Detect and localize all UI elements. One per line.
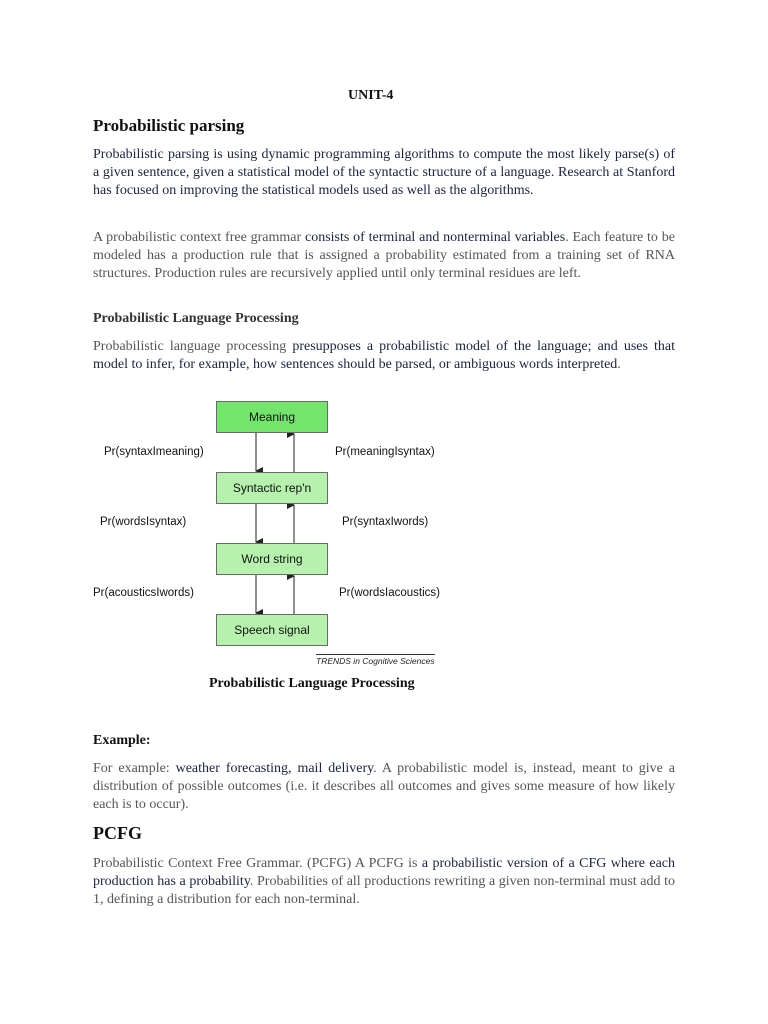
text-segment: . Each feature to be modeled has a production rule that is assigned a probability estimated from a training set of RNA structures. Production rules are recursively applied until only terminal residues are left. [93,230,675,282]
text-segment: . Probabilities of all productions rewriting a given non-terminal must add to 1, defining a distribution for each non-terminal. [93,874,675,908]
text-segment: A probabilistic context free grammar [93,230,305,245]
heading-probabilistic-parsing: Probabilistic parsing [93,116,245,135]
heading-probabilistic-language-processing: Probabilistic Language Processing [93,311,299,326]
highlight-text: presupposes a probabilistic model of the language; and uses that model to infer, for example, how sentences should be parsed, or ambiguous words interpreted [93,339,675,373]
diagram-caption: Probabilistic Language Processing [209,676,415,691]
label-pr-syntax-words: Pr(syntaxIwords) [342,516,429,528]
text-segment: Probabilistic parsing is [93,147,227,162]
text-segment: . Research at Stanford has focused on improving the statistical models used as well as the algorithms. [93,165,675,199]
highlight-text: a probabilistic version of a CFG where each production has a probability [93,856,675,890]
paragraph-example [93,760,675,815]
box-meaning: Meaning [216,401,328,433]
diagram-source: TRENDS in Cognitive Sciences [316,656,435,666]
highlight-text: consists of terminal and nonterminal variables [304,230,566,245]
text-segment: Probabilistic Context Free Grammar. (PCFG) A PCFG is [93,856,422,871]
label-pr-syntax-meaning: Pr(syntaxImeaning) [104,446,204,458]
label-pr-meaning-syntax: Pr(meaningIsyntax) [335,446,435,458]
box-speech-signal: Speech signal [216,614,328,646]
paragraph-pcfg [93,855,675,910]
highlight-text: weather forecasting, mail delivery [175,761,374,776]
label-pr-words-syntax: Pr(wordsIsyntax) [100,516,187,528]
unit-title: UNIT-4 [348,88,394,103]
box-syntactic-repn: Syntactic rep'n [216,472,328,504]
heading-example: Example: [93,733,151,748]
text-segment: For example: [93,761,176,776]
heading-pcfg: PCFG [93,823,142,843]
label-pr-acoustics-words: Pr(acousticsIwords) [93,587,194,599]
text-segment: . A probabilistic model is, instead, meant to give a distribution of possible outcomes (i.e. it describes all outcomes and gives some measure of how likely each is to occur). [93,761,676,813]
arrow-group [256,432,294,615]
text-segment: . [617,357,621,373]
highlight-text: using dynamic programming algorithms to compute the most likely parse(s) of a given sentence, given a statistical model of the syntactic structure of a language [93,147,676,181]
text-segment: Probabilistic language processing [93,339,293,354]
box-word-string: Word string [216,543,328,575]
label-pr-words-acoustics: Pr(wordsIacoustics) [339,587,440,599]
